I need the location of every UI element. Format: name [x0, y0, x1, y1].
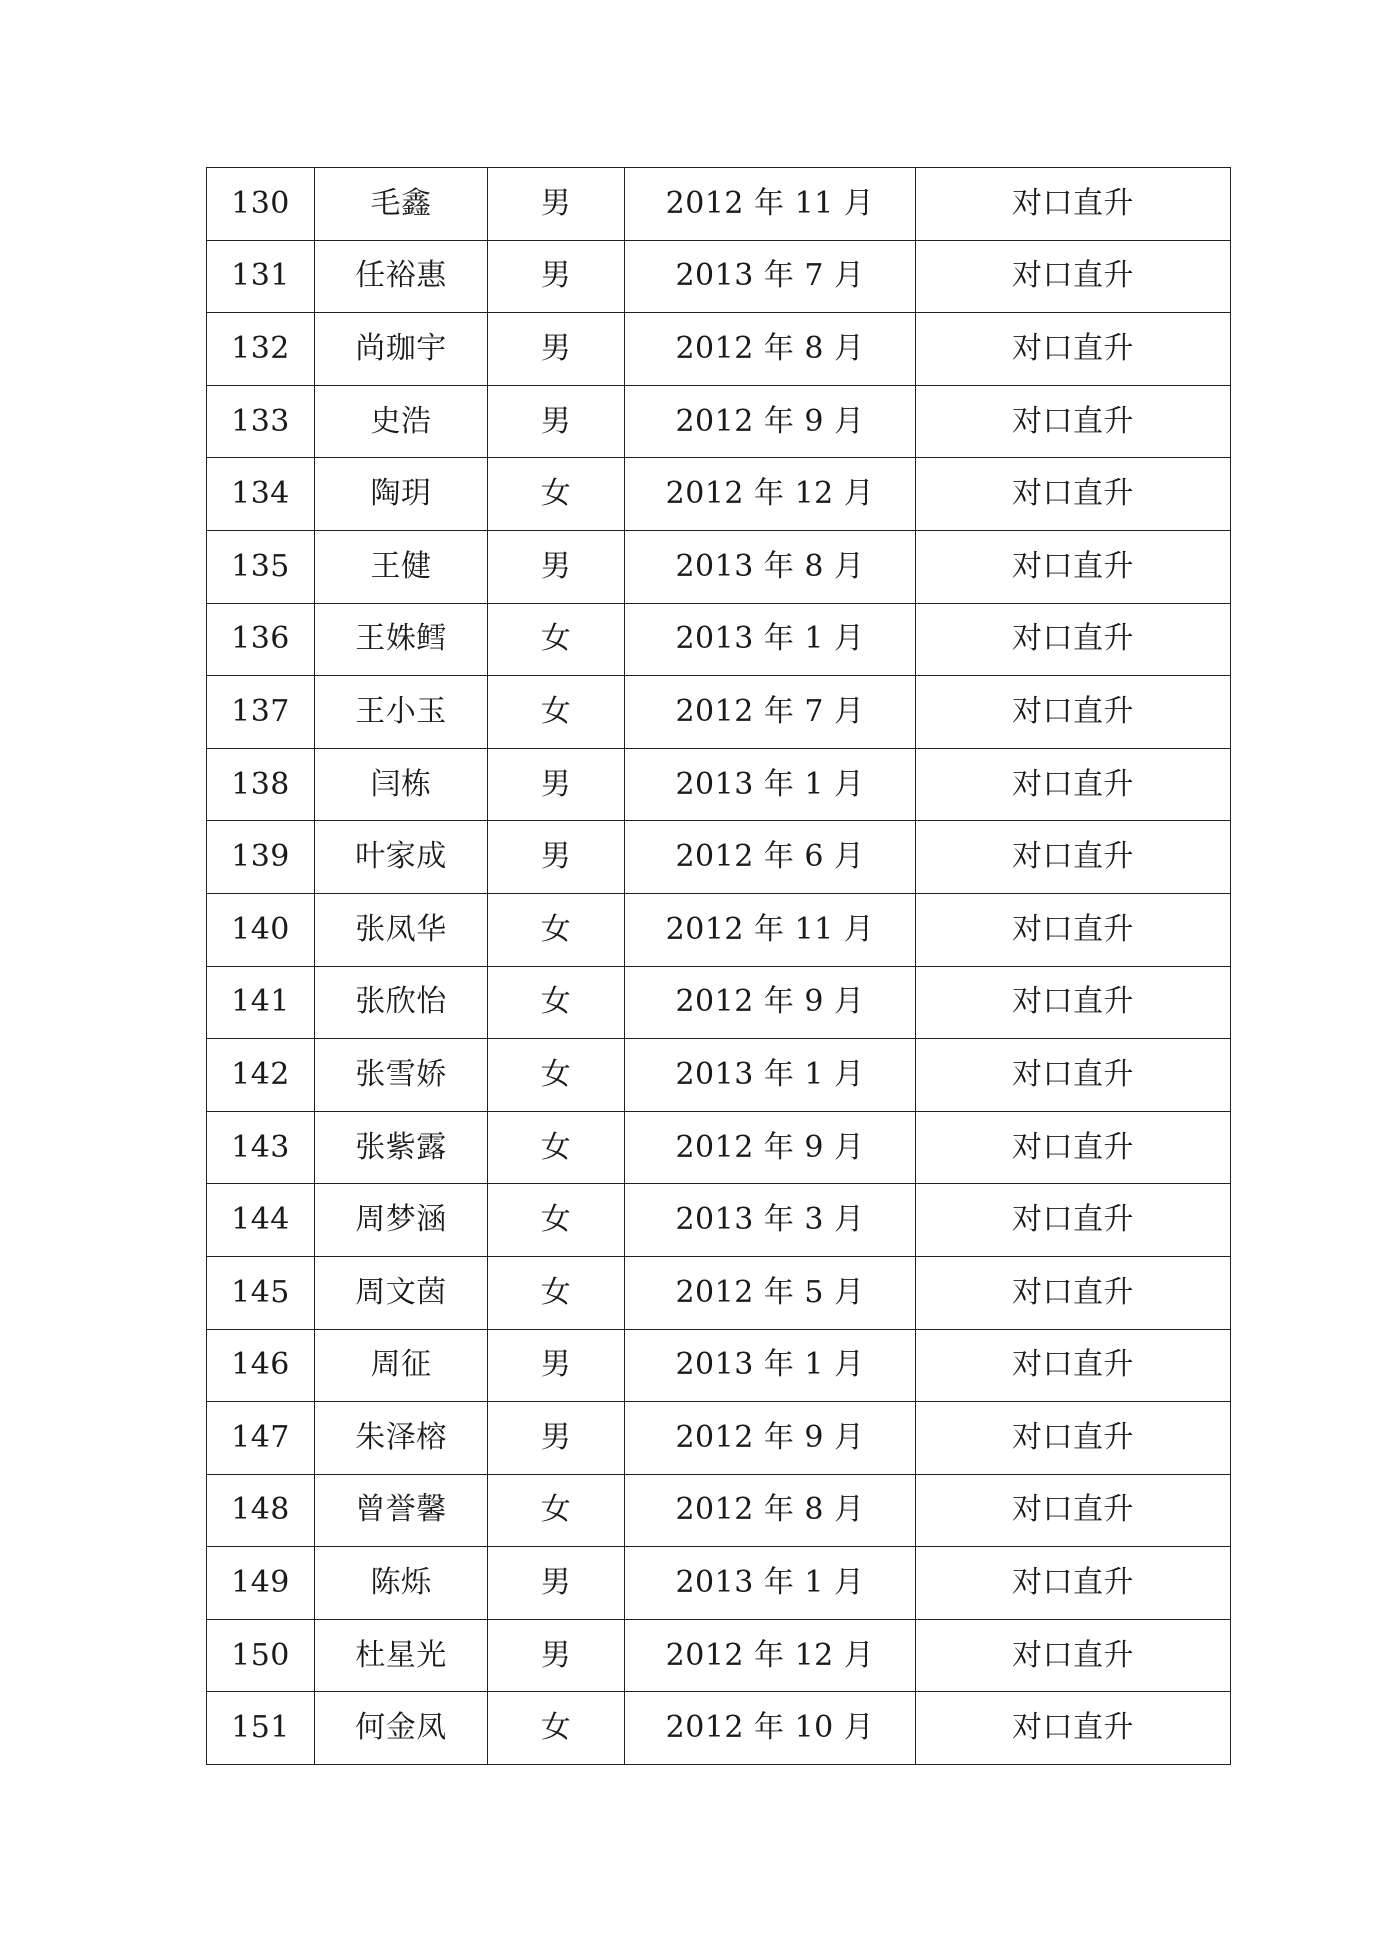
admission-type: 对口直升 [916, 1619, 1231, 1692]
student-gender: 女 [488, 893, 625, 966]
student-gender: 男 [488, 385, 625, 458]
student-gender: 男 [488, 1329, 625, 1402]
birth-date: 2013 年 1 月 [625, 748, 916, 821]
table-row [207, 458, 1231, 531]
student-gender: 男 [488, 168, 625, 241]
admission-type: 对口直升 [916, 1184, 1231, 1257]
birth-date: 2013 年 1 月 [625, 1329, 916, 1402]
student-name: 杜星光 [315, 1619, 488, 1692]
student-gender: 男 [488, 1547, 625, 1620]
student-name: 叶家成 [315, 821, 488, 894]
table-row [207, 1256, 1231, 1329]
admission-type: 对口直升 [916, 168, 1231, 241]
student-gender: 女 [488, 1039, 625, 1112]
student-name: 周梦涵 [315, 1184, 488, 1257]
row-number: 131 [207, 240, 315, 313]
student-gender: 男 [488, 1619, 625, 1692]
row-number: 133 [207, 385, 315, 458]
row-number: 136 [207, 603, 315, 676]
table-row [207, 603, 1231, 676]
admission-type: 对口直升 [916, 893, 1231, 966]
table-row [207, 748, 1231, 821]
student-name: 毛鑫 [315, 168, 488, 241]
birth-date: 2013 年 3 月 [625, 1184, 916, 1257]
student-roster-table [206, 167, 1231, 1765]
student-name: 闫栋 [315, 748, 488, 821]
student-name: 王小玉 [315, 676, 488, 749]
student-gender: 男 [488, 313, 625, 386]
row-number: 151 [207, 1692, 315, 1765]
row-number: 145 [207, 1256, 315, 1329]
student-gender: 女 [488, 1474, 625, 1547]
birth-date: 2012 年 12 月 [625, 1619, 916, 1692]
admission-type: 对口直升 [916, 458, 1231, 531]
student-name: 尚珈宇 [315, 313, 488, 386]
table-row [207, 1329, 1231, 1402]
birth-date: 2012 年 11 月 [625, 168, 916, 241]
student-gender: 女 [488, 1256, 625, 1329]
row-number: 148 [207, 1474, 315, 1547]
admission-type: 对口直升 [916, 966, 1231, 1039]
student-gender: 女 [488, 1692, 625, 1765]
admission-type: 对口直升 [916, 1547, 1231, 1620]
student-name: 王姝鳕 [315, 603, 488, 676]
admission-type: 对口直升 [916, 1329, 1231, 1402]
birth-date: 2012 年 11 月 [625, 893, 916, 966]
student-name: 任裕惠 [315, 240, 488, 313]
admission-type: 对口直升 [916, 1039, 1231, 1112]
row-number: 149 [207, 1547, 315, 1620]
table-row [207, 240, 1231, 313]
student-name: 张凤华 [315, 893, 488, 966]
row-number: 143 [207, 1111, 315, 1184]
table-row [207, 1184, 1231, 1257]
row-number: 140 [207, 893, 315, 966]
row-number: 144 [207, 1184, 315, 1257]
student-gender: 女 [488, 966, 625, 1039]
student-name: 陶玥 [315, 458, 488, 531]
admission-type: 对口直升 [916, 821, 1231, 894]
table-row [207, 676, 1231, 749]
birth-date: 2012 年 7 月 [625, 676, 916, 749]
admission-type: 对口直升 [916, 313, 1231, 386]
admission-type: 对口直升 [916, 1111, 1231, 1184]
admission-type: 对口直升 [916, 385, 1231, 458]
admission-type: 对口直升 [916, 603, 1231, 676]
birth-date: 2012 年 12 月 [625, 458, 916, 531]
row-number: 150 [207, 1619, 315, 1692]
student-name: 王健 [315, 530, 488, 603]
table-row [207, 1111, 1231, 1184]
row-number: 130 [207, 168, 315, 241]
student-gender: 女 [488, 1111, 625, 1184]
student-gender: 男 [488, 821, 625, 894]
student-gender: 女 [488, 1184, 625, 1257]
birth-date: 2013 年 1 月 [625, 603, 916, 676]
birth-date: 2013 年 1 月 [625, 1039, 916, 1112]
row-number: 134 [207, 458, 315, 531]
row-number: 137 [207, 676, 315, 749]
student-name: 张雪娇 [315, 1039, 488, 1112]
birth-date: 2012 年 6 月 [625, 821, 916, 894]
row-number: 139 [207, 821, 315, 894]
birth-date: 2013 年 1 月 [625, 1547, 916, 1620]
birth-date: 2012 年 5 月 [625, 1256, 916, 1329]
admission-type: 对口直升 [916, 530, 1231, 603]
birth-date: 2012 年 9 月 [625, 1111, 916, 1184]
student-gender: 女 [488, 676, 625, 749]
row-number: 146 [207, 1329, 315, 1402]
table-row [207, 1547, 1231, 1620]
row-number: 147 [207, 1402, 315, 1475]
birth-date: 2012 年 8 月 [625, 313, 916, 386]
student-gender: 男 [488, 748, 625, 821]
admission-type: 对口直升 [916, 1692, 1231, 1765]
row-number: 142 [207, 1039, 315, 1112]
student-name: 张欣怡 [315, 966, 488, 1039]
student-gender: 女 [488, 603, 625, 676]
birth-date: 2013 年 7 月 [625, 240, 916, 313]
birth-date: 2012 年 8 月 [625, 1474, 916, 1547]
student-gender: 女 [488, 458, 625, 531]
student-name: 周征 [315, 1329, 488, 1402]
table-row [207, 966, 1231, 1039]
table-row [207, 168, 1231, 241]
row-number: 141 [207, 966, 315, 1039]
birth-date: 2012 年 9 月 [625, 966, 916, 1039]
birth-date: 2013 年 8 月 [625, 530, 916, 603]
table-row [207, 1692, 1231, 1765]
student-name: 曾誉馨 [315, 1474, 488, 1547]
student-name: 周文茵 [315, 1256, 488, 1329]
admission-type: 对口直升 [916, 1474, 1231, 1547]
student-name: 张紫露 [315, 1111, 488, 1184]
student-gender: 男 [488, 530, 625, 603]
student-gender: 男 [488, 240, 625, 313]
admission-type: 对口直升 [916, 1402, 1231, 1475]
roster-table-body [207, 168, 1231, 1765]
birth-date: 2012 年 10 月 [625, 1692, 916, 1765]
student-name: 史浩 [315, 385, 488, 458]
table-row [207, 1039, 1231, 1112]
birth-date: 2012 年 9 月 [625, 1402, 916, 1475]
admission-type: 对口直升 [916, 748, 1231, 821]
table-row [207, 530, 1231, 603]
table-row [207, 313, 1231, 386]
table-row [207, 893, 1231, 966]
admission-type: 对口直升 [916, 676, 1231, 749]
student-name: 朱泽榕 [315, 1402, 488, 1475]
student-name: 陈烁 [315, 1547, 488, 1620]
student-gender: 男 [488, 1402, 625, 1475]
table-row [207, 821, 1231, 894]
row-number: 135 [207, 530, 315, 603]
row-number: 132 [207, 313, 315, 386]
table-row [207, 1402, 1231, 1475]
table-row [207, 1619, 1231, 1692]
student-name: 何金凤 [315, 1692, 488, 1765]
row-number: 138 [207, 748, 315, 821]
admission-type: 对口直升 [916, 240, 1231, 313]
admission-type: 对口直升 [916, 1256, 1231, 1329]
table-row [207, 385, 1231, 458]
table-row [207, 1474, 1231, 1547]
birth-date: 2012 年 9 月 [625, 385, 916, 458]
